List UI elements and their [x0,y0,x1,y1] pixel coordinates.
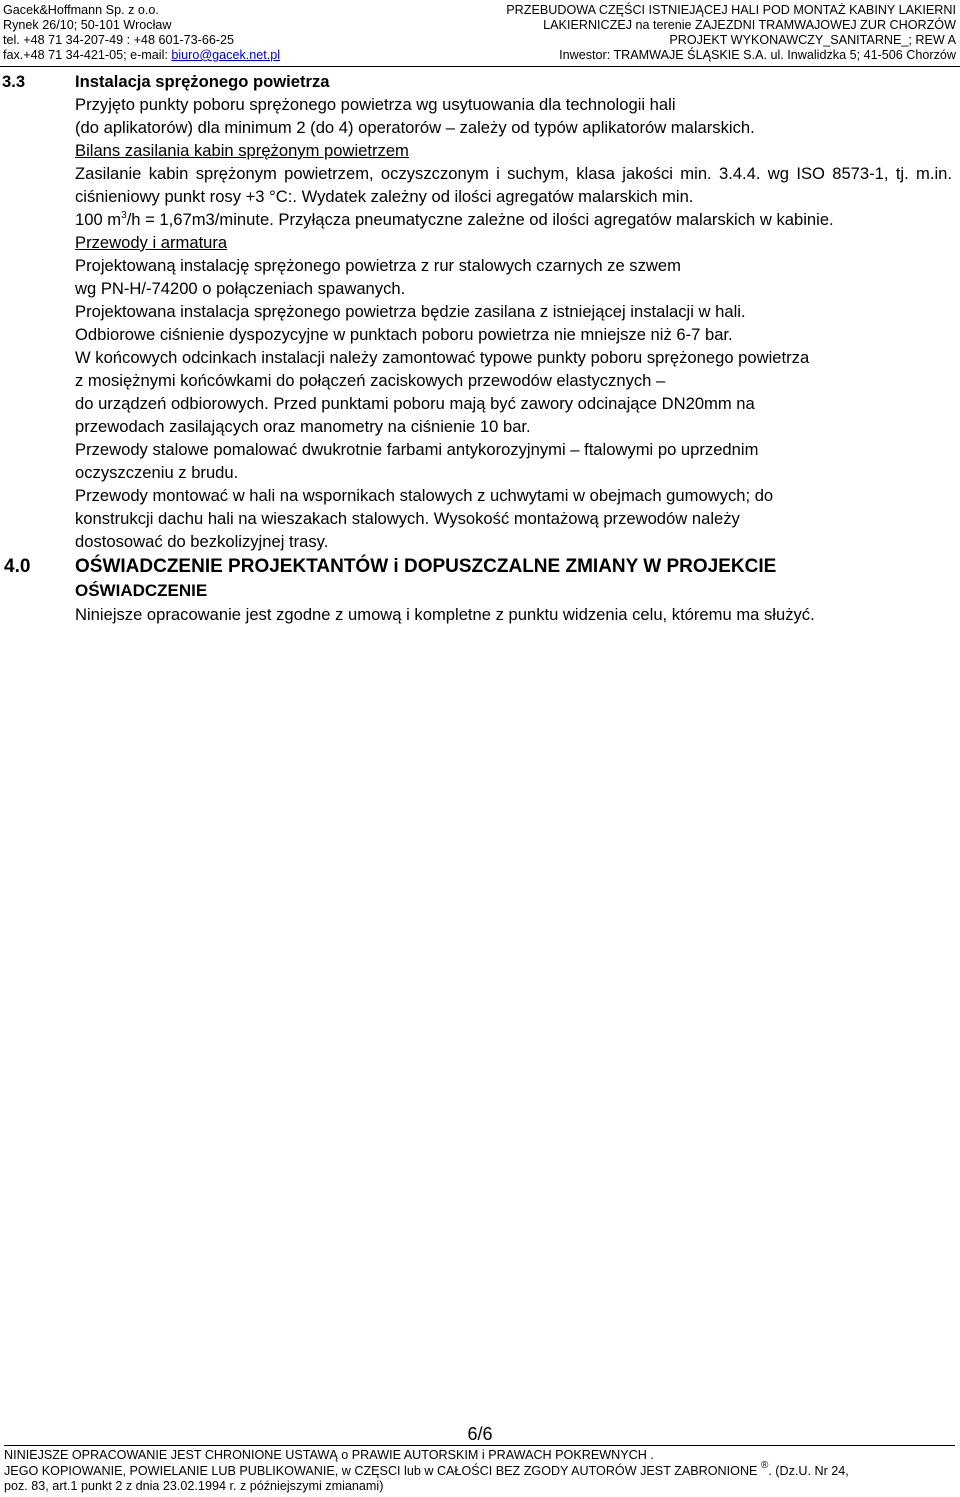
project-info [506,3,956,63]
paragraph-line: z mosiężnymi końcówkami do połączeń zaciskowych przewodów elastycznych – [75,371,666,390]
paragraph-line: do urządzeń odbiorowych. Przed punktami poboru mają być zawory odcinające DN20mm na [75,394,755,413]
page-footer [4,1448,955,1495]
paragraph-line: (do aplikatorów) dla minimum 2 (do 4) operatorów – zależy od typów aplikatorów malarskich. [75,118,755,137]
project-title-line-1: PRZEBUDOWA CZĘŚCI ISTNIEJĄCEJ HALI POD MONTAŻ KABINY LAKIERNI [506,3,956,17]
copyright-line-1: NINIEJSZE OPRACOWANIE JEST CHRONIONE USTAWĄ o PRAWIE AUTORSKIM i PRAWACH POKREWNYCH . [4,1448,654,1462]
paragraph-line: Przewody montować w hali na wspornikach stalowych z uchwytami w obejmach gumowych; do [75,486,774,505]
header-divider [0,66,960,67]
company-address: Rynek 26/10; 50-101 Wrocław [3,18,172,32]
investor-info: Inwestor: TRAMWAJE ŚLĄSKIE S.A. ul. Inwalidzka 5; 41-506 Chorzów [559,48,956,62]
copyright-line-3: poz. 83, art.1 punkt 2 z dnia 23.02.1994 r. z późniejszymi zmianami) [4,1479,384,1493]
fax-text: fax.+48 71 34-421-05; e-mail: [3,48,172,62]
section-title: Instalacja sprężonego powietrza [75,72,330,91]
text-fragment: . (Dz.U. Nr 24, [768,1463,849,1478]
document-body [0,70,960,626]
section-title: OŚWIADCZENIE PROJEKTANTÓW i DOPUSZCZALNE ZMIANY W PROJEKCIE [75,556,777,577]
page-header [0,0,960,68]
paragraph-zasilanie: Zasilanie kabin sprężonym powietrzem, oczyszczonym i suchym, klasa jakości min. 3.4.4. wg ISO 8573-1, tj. m.in. ciśnieniowy punkt rosy +3 °C:. Wydatek zależny od ilości agregatów malarskich min. [75,164,952,206]
section-3-3-heading [0,70,960,93]
superscript: 3 [121,210,127,221]
paragraph-line: Przewody stalowe pomalować dwukrotnie farbami antykorozyjnymi – ftalowymi po uprzednim [75,440,759,459]
paragraph-line: W końcowych odcinkach instalacji należy zamontować typowe punkty poboru sprężonego powietrza [75,348,810,367]
paragraph-line: Projektowaną instalację sprężonego powietrza z rur stalowych czarnych ze szwem [75,256,681,275]
company-info [3,3,280,63]
section-number: 4.0 [4,556,31,577]
text-fragment: 100 m [75,210,122,229]
paragraph-line: przewodach zasilających oraz manometry na ciśnienie 10 bar. [75,417,531,436]
paragraph-line: Przyjęto punkty poboru sprężonego powietrza wg usytuowania dla technologii hali [75,95,676,114]
paragraph-line: Odbiorowe ciśnienie dyspozycyjne w punktach poboru powietrza nie mniejsze niż 6-7 bar. [75,325,733,344]
paragraph-line: konstrukcji dachu hali na wieszakach stalowych. Wysokość montażową przewodów należy [75,509,740,528]
project-title-line-2: LAKIERNICZEJ na terenie ZAJEZDNI TRAMWAJOWEJ ZUR CHORZÓW [543,18,956,32]
project-stage: PROJEKT WYKONAWCZY_SANITARNE_; REW A [669,33,956,47]
company-fax-email [3,48,280,63]
page-number: 6/6 [467,1424,493,1444]
section-number: 3.3 [2,72,26,91]
registered-mark: ® [760,1459,769,1471]
paragraph-line: Projektowana instalacja sprężonego powietrza będzie zasilana z istniejącej instalacji w hali. [75,302,746,321]
paragraph-line: dostosować do bezkolizyjnej trasy. [75,532,329,551]
company-phone: tel. +48 71 34-207-49 : +48 601-73-66-25 [3,33,235,47]
paragraph-wydatek [0,208,960,231]
copyright-line-2 [4,1459,955,1480]
paragraph-line: oczyszczeniu z brudu. [75,463,239,482]
subheading-przewody: Przewody i armatura [75,233,228,252]
paragraph-line: wg PN-H/-74200 o połączeniach spawanych. [75,279,406,298]
subheading-bilans: Bilans zasilania kabin sprężonym powietrzem [75,141,409,160]
section-4-0-heading [0,555,960,579]
footer-divider [4,1445,955,1446]
text-fragment: JEGO KOPIOWANIE, POWIELANIE LUB PUBLIKOWANIE, w CZĘSCI lub w CAŁOŚCI BEZ ZGODY AUTORÓW JEST ZABRONIONE [4,1463,758,1478]
paragraph-statement: Niniejsze opracowanie jest zgodne z umową i kompletne z punktu widzenia celu, któremu ma służyć. [75,605,815,624]
company-name: Gacek&Hoffmann Sp. z o.o. [3,3,159,17]
subheading-oswiadczenie: OŚWIADCZENIE [75,581,208,600]
email-link[interactable]: biuro@gacek.net.pl [171,48,281,62]
text-fragment: /h = 1,67m3/minute. Przyłącza pneumatyczne zależne od ilości agregatów malarskich w kabinie. [126,210,834,229]
